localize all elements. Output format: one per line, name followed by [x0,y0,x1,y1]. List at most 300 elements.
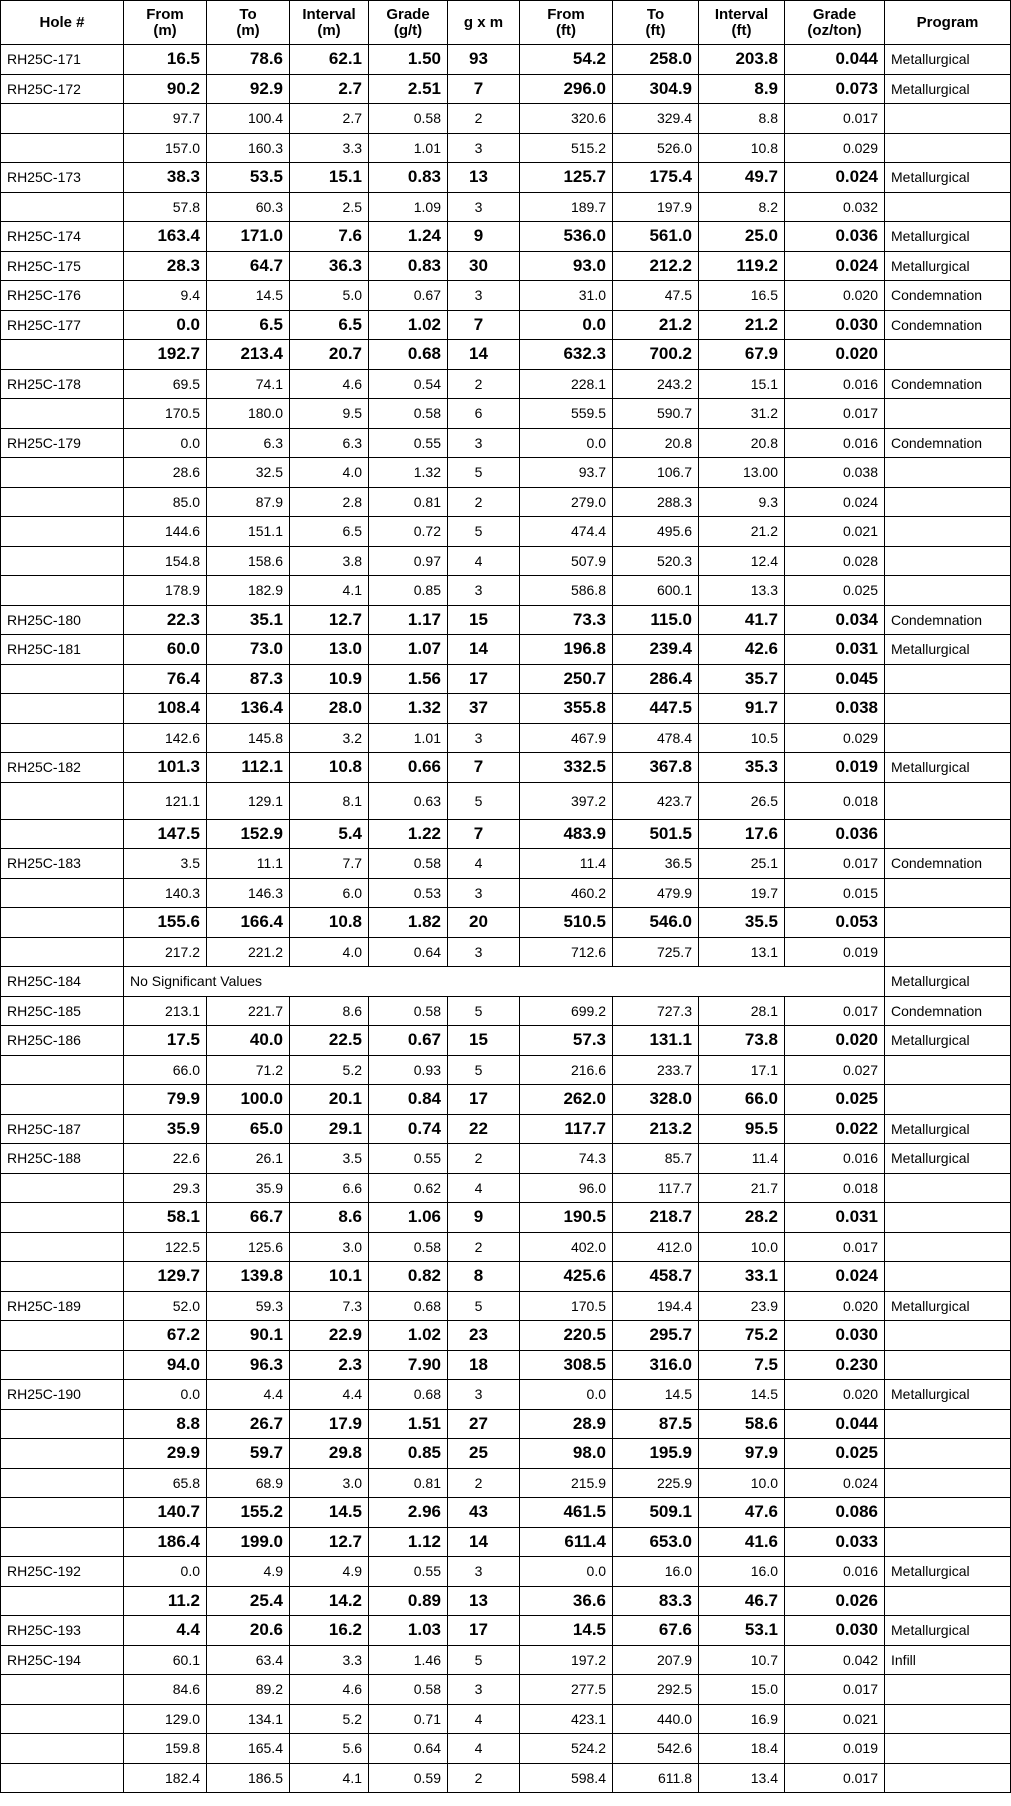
hole-id [1,1350,124,1380]
from-ft: 73.3 [520,605,613,635]
program: Infill [885,1645,1011,1675]
hole-id [1,487,124,517]
grade-gt: 0.83 [369,251,448,281]
interval-m: 16.2 [290,1616,369,1646]
from-ft: 712.6 [520,937,613,967]
table-body [1,45,1011,1793]
table-row [1,1026,1011,1056]
header-unit: (m) [153,21,177,39]
program [885,1262,1011,1292]
grade-ozton: 0.032 [785,192,885,222]
from-m: 186.4 [124,1527,207,1557]
interval-ft: 19.7 [699,878,785,908]
hole-id [1,694,124,724]
grade-ozton: 0.020 [785,340,885,370]
gxm: 4 [448,1704,520,1734]
interval-ft: 7.5 [699,1350,785,1380]
hole-id [1,104,124,134]
program [885,576,1011,606]
to-ft: 117.7 [613,1173,699,1203]
to-m: 35.9 [207,1173,290,1203]
to-m: 155.2 [207,1498,290,1528]
interval-m: 3.3 [290,133,369,163]
to-m: 53.5 [207,163,290,193]
program: Metallurgical [885,1114,1011,1144]
table-row [1,1321,1011,1351]
to-ft: 67.6 [613,1616,699,1646]
program [885,1439,1011,1469]
from-ft: 93.0 [520,251,613,281]
table-row [1,133,1011,163]
to-m: 213.4 [207,340,290,370]
interval-m: 4.9 [290,1557,369,1587]
to-m: 100.4 [207,104,290,134]
interval-m: 20.7 [290,340,369,370]
grade-ozton: 0.021 [785,1704,885,1734]
table-row [1,996,1011,1026]
from-m: 163.4 [124,222,207,252]
interval-m: 12.7 [290,605,369,635]
interval-m: 29.1 [290,1114,369,1144]
interval-m: 5.2 [290,1704,369,1734]
to-ft: 367.8 [613,753,699,783]
from-ft: 190.5 [520,1203,613,1233]
grade-ozton: 0.036 [785,819,885,849]
interval-ft: 21.2 [699,310,785,340]
from-m: 155.6 [124,908,207,938]
interval-m: 9.5 [290,399,369,429]
grade-gt: 0.54 [369,369,448,399]
hole-id [1,1262,124,1292]
interval-m: 4.6 [290,369,369,399]
gxm: 37 [448,694,520,724]
from-m: 52.0 [124,1291,207,1321]
program: Metallurgical [885,1144,1011,1174]
program: Metallurgical [885,45,1011,75]
gxm: 3 [448,1557,520,1587]
program: Metallurgical [885,1380,1011,1410]
table-row [1,635,1011,665]
grade-gt: 0.55 [369,1557,448,1587]
from-ft: 96.0 [520,1173,613,1203]
gxm: 14 [448,1527,520,1557]
gxm: 5 [448,1055,520,1085]
program [885,1055,1011,1085]
from-ft: 93.7 [520,458,613,488]
to-m: 89.2 [207,1675,290,1705]
grade-gt: 0.68 [369,1380,448,1410]
gxm: 13 [448,163,520,193]
interval-ft: 67.9 [699,340,785,370]
grade-ozton: 0.015 [785,878,885,908]
to-ft: 520.3 [613,546,699,576]
from-m: 108.4 [124,694,207,724]
from-ft: 54.2 [520,45,613,75]
from-ft: 0.0 [520,1380,613,1410]
grade-ozton: 0.086 [785,1498,885,1528]
from-ft: 515.2 [520,133,613,163]
grade-ozton: 0.017 [785,104,885,134]
to-ft: 85.7 [613,1144,699,1174]
interval-m: 3.3 [290,1645,369,1675]
hole-id: RH25C-180 [1,605,124,635]
interval-ft: 47.6 [699,1498,785,1528]
to-m: 63.4 [207,1645,290,1675]
grade-gt: 1.01 [369,723,448,753]
table-row [1,1557,1011,1587]
interval-ft: 17.1 [699,1055,785,1085]
from-ft: 277.5 [520,1675,613,1705]
interval-ft: 11.4 [699,1144,785,1174]
to-ft: 288.3 [613,487,699,517]
hole-id [1,1409,124,1439]
table-row [1,1675,1011,1705]
grade-ozton: 0.017 [785,1232,885,1262]
program: Condemnation [885,281,1011,311]
from-m: 9.4 [124,281,207,311]
table-row [1,1114,1011,1144]
grade-ozton: 0.028 [785,546,885,576]
from-m: 140.7 [124,1498,207,1528]
from-m: 69.5 [124,369,207,399]
program: Metallurgical [885,1026,1011,1056]
interval-ft: 13.3 [699,576,785,606]
gxm: 4 [448,849,520,879]
program: Metallurgical [885,1291,1011,1321]
program [885,1350,1011,1380]
hole-id [1,517,124,547]
from-m: 38.3 [124,163,207,193]
to-ft: 328.0 [613,1085,699,1115]
interval-ft: 21.2 [699,517,785,547]
grade-gt: 1.09 [369,192,448,222]
to-m: 165.4 [207,1734,290,1764]
from-m: 3.5 [124,849,207,879]
program [885,1498,1011,1528]
grade-gt: 0.58 [369,1232,448,1262]
hole-id [1,1173,124,1203]
grade-gt: 0.59 [369,1763,448,1793]
grade-gt: 0.97 [369,546,448,576]
header-hole [1,1,124,45]
no-significant-values: No Significant Values [124,967,885,997]
interval-ft: 16.9 [699,1704,785,1734]
grade-gt: 1.17 [369,605,448,635]
from-ft: 483.9 [520,819,613,849]
to-ft: 83.3 [613,1586,699,1616]
hole-id [1,878,124,908]
program: Condemnation [885,996,1011,1026]
interval-m: 2.5 [290,192,369,222]
hole-id [1,340,124,370]
grade-gt: 1.12 [369,1527,448,1557]
grade-gt: 0.63 [369,782,448,819]
hole-id [1,1085,124,1115]
table-row [1,458,1011,488]
to-m: 92.9 [207,74,290,104]
hole-id [1,1203,124,1233]
from-m: 22.6 [124,1144,207,1174]
interval-ft: 53.1 [699,1616,785,1646]
hole-id: RH25C-178 [1,369,124,399]
hole-id: RH25C-172 [1,74,124,104]
to-m: 125.6 [207,1232,290,1262]
from-m: 76.4 [124,664,207,694]
to-m: 112.1 [207,753,290,783]
from-m: 11.2 [124,1586,207,1616]
grade-ozton: 0.017 [785,996,885,1026]
table-row [1,1439,1011,1469]
from-m: 129.7 [124,1262,207,1292]
interval-m: 14.5 [290,1498,369,1528]
interval-m: 2.8 [290,487,369,517]
table-row [1,399,1011,429]
to-ft: 458.7 [613,1262,699,1292]
to-m: 6.5 [207,310,290,340]
program [885,1675,1011,1705]
gxm: 9 [448,222,520,252]
gxm: 17 [448,664,520,694]
interval-ft: 31.2 [699,399,785,429]
to-m: 151.1 [207,517,290,547]
program: Metallurgical [885,222,1011,252]
from-ft: 308.5 [520,1350,613,1380]
grade-gt: 0.81 [369,1468,448,1498]
grade-ozton: 0.042 [785,1645,885,1675]
table-row [1,1262,1011,1292]
interval-ft: 12.4 [699,546,785,576]
table-row [1,1527,1011,1557]
interval-ft: 13.1 [699,937,785,967]
interval-ft: 58.6 [699,1409,785,1439]
grade-gt: 0.84 [369,1085,448,1115]
gxm: 3 [448,133,520,163]
from-m: 121.1 [124,782,207,819]
to-ft: 542.6 [613,1734,699,1764]
to-m: 160.3 [207,133,290,163]
grade-gt: 0.68 [369,1291,448,1321]
table-row [1,1498,1011,1528]
gxm: 2 [448,104,520,134]
to-ft: 295.7 [613,1321,699,1351]
grade-ozton: 0.033 [785,1527,885,1557]
to-m: 4.4 [207,1380,290,1410]
grade-gt: 1.32 [369,694,448,724]
from-ft: 524.2 [520,1734,613,1764]
header-from-m [124,1,207,45]
hole-id [1,937,124,967]
table-row [1,487,1011,517]
header-row [1,1,1011,45]
to-ft: 106.7 [613,458,699,488]
to-m: 145.8 [207,723,290,753]
gxm: 4 [448,546,520,576]
program [885,1586,1011,1616]
grade-ozton: 0.025 [785,1439,885,1469]
hole-id: RH25C-171 [1,45,124,75]
from-ft: 510.5 [520,908,613,938]
to-ft: 509.1 [613,1498,699,1528]
hole-id [1,1704,124,1734]
gxm: 3 [448,1675,520,1705]
to-ft: 479.9 [613,878,699,908]
table-row [1,428,1011,458]
interval-ft: 75.2 [699,1321,785,1351]
program: Metallurgical [885,251,1011,281]
gxm: 4 [448,1173,520,1203]
hole-id [1,1675,124,1705]
grade-ozton: 0.030 [785,1616,885,1646]
grade-ozton: 0.044 [785,45,885,75]
to-ft: 653.0 [613,1527,699,1557]
table-row [1,1734,1011,1764]
from-ft: 536.0 [520,222,613,252]
header-unit: (oz/ton) [807,21,862,39]
from-m: 170.5 [124,399,207,429]
table-row [1,281,1011,311]
gxm: 5 [448,1291,520,1321]
header-grade-ozton [785,1,885,45]
to-m: 166.4 [207,908,290,938]
interval-m: 4.4 [290,1380,369,1410]
program [885,1085,1011,1115]
interval-m: 12.7 [290,1527,369,1557]
header-grade-gt [369,1,448,45]
from-m: 217.2 [124,937,207,967]
from-ft: 461.5 [520,1498,613,1528]
table-row [1,1350,1011,1380]
header-label: Grade [812,5,857,23]
grade-gt: 0.62 [369,1173,448,1203]
interval-ft: 41.6 [699,1527,785,1557]
to-ft: 239.4 [613,635,699,665]
to-ft: 316.0 [613,1350,699,1380]
interval-ft: 23.9 [699,1291,785,1321]
interval-m: 28.0 [290,694,369,724]
to-m: 25.4 [207,1586,290,1616]
table-row [1,782,1011,819]
from-ft: 14.5 [520,1616,613,1646]
from-m: 35.9 [124,1114,207,1144]
interval-m: 2.7 [290,74,369,104]
to-m: 14.5 [207,281,290,311]
gxm: 7 [448,74,520,104]
hole-id: RH25C-188 [1,1144,124,1174]
interval-ft: 15.0 [699,1675,785,1705]
from-m: 28.6 [124,458,207,488]
to-ft: 36.5 [613,849,699,879]
interval-ft: 28.2 [699,1203,785,1233]
table-row [1,1645,1011,1675]
hole-id: RH25C-187 [1,1114,124,1144]
gxm: 13 [448,1586,520,1616]
to-m: 26.1 [207,1144,290,1174]
interval-ft: 25.0 [699,222,785,252]
to-m: 87.3 [207,664,290,694]
from-ft: 0.0 [520,310,613,340]
from-m: 94.0 [124,1350,207,1380]
grade-ozton: 0.016 [785,369,885,399]
grade-ozton: 0.020 [785,1291,885,1321]
gxm: 93 [448,45,520,75]
program [885,723,1011,753]
to-m: 35.1 [207,605,290,635]
header-unit: (ft) [731,21,752,39]
gxm: 15 [448,605,520,635]
interval-m: 22.5 [290,1026,369,1056]
from-ft: 279.0 [520,487,613,517]
from-m: 0.0 [124,1380,207,1410]
to-ft: 218.7 [613,1203,699,1233]
interval-ft: 8.8 [699,104,785,134]
program [885,908,1011,938]
from-ft: 196.8 [520,635,613,665]
program [885,878,1011,908]
to-ft: 329.4 [613,104,699,134]
header-from-ft [520,1,613,45]
grade-ozton: 0.020 [785,1026,885,1056]
grade-gt: 1.02 [369,1321,448,1351]
to-ft: 115.0 [613,605,699,635]
hole-id: RH25C-192 [1,1557,124,1587]
grade-ozton: 0.018 [785,782,885,819]
to-ft: 478.4 [613,723,699,753]
to-ft: 20.8 [613,428,699,458]
grade-gt: 0.58 [369,104,448,134]
interval-ft: 15.1 [699,369,785,399]
to-m: 152.9 [207,819,290,849]
table-row [1,1704,1011,1734]
grade-gt: 0.74 [369,1114,448,1144]
grade-ozton: 0.019 [785,937,885,967]
hole-id: RH25C-182 [1,753,124,783]
from-ft: 507.9 [520,546,613,576]
hole-id: RH25C-181 [1,635,124,665]
to-ft: 207.9 [613,1645,699,1675]
to-ft: 447.5 [613,694,699,724]
from-ft: 559.5 [520,399,613,429]
grade-ozton: 0.036 [785,222,885,252]
interval-ft: 42.6 [699,635,785,665]
hole-id [1,1468,124,1498]
grade-gt: 1.32 [369,458,448,488]
from-m: 90.2 [124,74,207,104]
interval-ft: 10.8 [699,133,785,163]
from-m: 60.0 [124,635,207,665]
grade-ozton: 0.016 [785,428,885,458]
from-ft: 170.5 [520,1291,613,1321]
grade-gt: 1.22 [369,819,448,849]
from-m: 157.0 [124,133,207,163]
program: Metallurgical [885,1616,1011,1646]
from-ft: 262.0 [520,1085,613,1115]
to-m: 87.9 [207,487,290,517]
to-m: 221.7 [207,996,290,1026]
gxm: 22 [448,1114,520,1144]
grade-gt: 0.85 [369,576,448,606]
to-m: 4.9 [207,1557,290,1587]
hole-id: RH25C-174 [1,222,124,252]
from-m: 29.9 [124,1439,207,1469]
table-row [1,967,1011,997]
to-ft: 546.0 [613,908,699,938]
grade-gt: 0.89 [369,1586,448,1616]
from-ft: 36.6 [520,1586,613,1616]
grade-gt: 1.01 [369,133,448,163]
grade-gt: 1.02 [369,310,448,340]
grade-ozton: 0.030 [785,1321,885,1351]
header-gxm [448,1,520,45]
